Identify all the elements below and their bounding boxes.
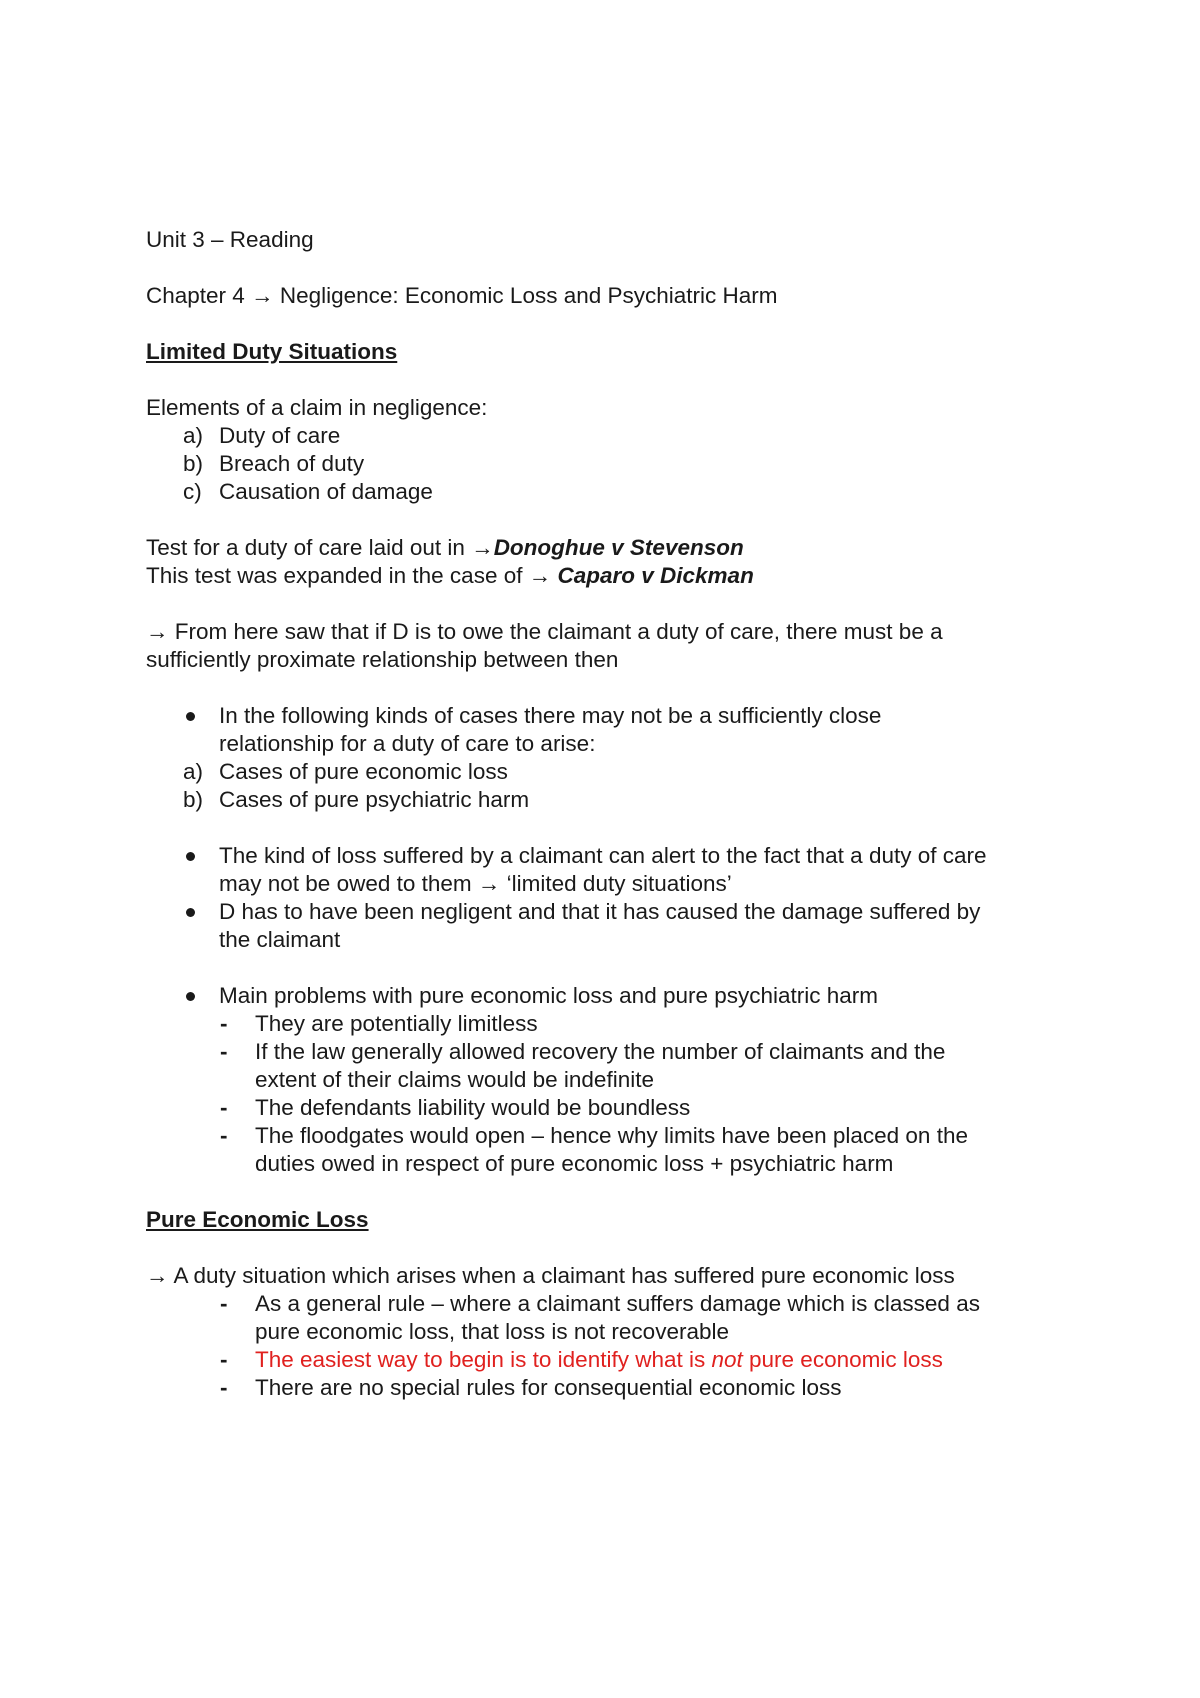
- dash-icon: -: [220, 1011, 228, 1036]
- dash-text: [255, 1346, 1066, 1374]
- unit-title: Unit 3 – Reading: [146, 227, 314, 252]
- spacer: [146, 1178, 1066, 1206]
- list-item: [146, 758, 1066, 786]
- list-item-text: Causation of damage: [219, 479, 433, 504]
- list-marker: a): [183, 423, 204, 448]
- bullet-text: The kind of loss suffered by a claimant can alert to the fact that a duty of care: [219, 843, 987, 868]
- dash-item: [146, 1122, 1066, 1178]
- list-item: [146, 478, 1066, 506]
- dash-text: As a general rule – where a claimant suffers damage which is classed as: [255, 1291, 980, 1316]
- spacer: [146, 954, 1066, 982]
- list-item-text: Cases of pure psychiatric harm: [219, 787, 530, 812]
- test-line-text: Test for a duty of care laid out in: [146, 535, 472, 560]
- problems-list: [146, 1010, 1066, 1178]
- expanded-line: [146, 562, 1066, 590]
- list-item: [146, 422, 1066, 450]
- chapter-prefix: Chapter 4: [146, 283, 252, 308]
- pel-intro-text: A duty situation which arises when a claimant has suffered pure economic loss: [168, 1263, 955, 1288]
- dash-text: If the law generally allowed recovery the number of claimants and the: [255, 1039, 946, 1064]
- arrow-icon: →: [146, 619, 169, 644]
- list-marker: b): [183, 787, 204, 812]
- list-item-text: Cases of pure economic loss: [219, 759, 508, 784]
- spacer: [146, 506, 1066, 534]
- dash-icon: -: [220, 1039, 228, 1064]
- dash-text: The floodgates would open – hence why limits have been placed on the: [255, 1123, 968, 1148]
- bullet-list-2: [146, 842, 1066, 954]
- bullet-icon: [186, 852, 195, 861]
- test-line: [146, 534, 1066, 562]
- cases-list: [146, 758, 1066, 814]
- dash-icon: -: [220, 1347, 228, 1372]
- bullet-text: D has to have been negligent and that it has caused the damage suffered by: [219, 899, 981, 924]
- bullet-item: [146, 842, 1066, 898]
- arrow-icon: →: [477, 871, 501, 896]
- bullet-text-line: [219, 870, 1066, 898]
- elements-list: [146, 422, 1066, 506]
- emphasis-text: not: [711, 1347, 743, 1372]
- pel-list: [146, 1290, 1066, 1402]
- list-item: [146, 450, 1066, 478]
- bullet-icon: [186, 908, 195, 917]
- document-page: [146, 226, 1066, 1402]
- bullet-text: ‘limited duty situations’: [500, 871, 732, 896]
- bullet-list-3: [146, 982, 1066, 1010]
- dash-text: They are potentially limitless: [255, 1011, 538, 1036]
- list-item-text: Duty of care: [219, 423, 341, 448]
- spacer: [146, 814, 1066, 842]
- bullet-text: may not be owed to them: [219, 871, 478, 896]
- dash-icon: -: [220, 1095, 228, 1120]
- dash-icon: -: [220, 1291, 228, 1316]
- highlight-text: pure economic loss: [742, 1347, 943, 1372]
- dash-item: [146, 1290, 1066, 1346]
- bullet-item: [146, 702, 1066, 758]
- expanded-line-text: This test was expanded in the case of: [146, 563, 529, 588]
- dash-icon: -: [220, 1123, 228, 1148]
- arrow-icon: →: [471, 535, 494, 560]
- elements-intro: Elements of a claim in negligence:: [146, 395, 488, 420]
- dash-item: [146, 1374, 1066, 1402]
- dash-text: There are no special rules for consequential economic loss: [255, 1375, 842, 1400]
- dash-item: [146, 1038, 1066, 1094]
- arrow-icon: →: [251, 283, 274, 308]
- pel-intro: [146, 1262, 1066, 1290]
- bullet-text: Main problems with pure economic loss and pure psychiatric harm: [219, 983, 879, 1008]
- proximity-text: From here saw that if D is to owe the claimant a duty of care, there must be a: [168, 619, 943, 644]
- dash-text: duties owed in respect of pure economic loss + psychiatric harm: [255, 1151, 894, 1176]
- dash-icon: -: [220, 1375, 228, 1400]
- dash-text: The defendants liability would be boundless: [255, 1095, 691, 1120]
- bullet-text: In the following kinds of cases there may not be a sufficiently close: [219, 703, 882, 728]
- highlight-text: The easiest way to begin is to identify what is: [255, 1347, 712, 1372]
- chapter-line: [146, 282, 1066, 310]
- arrow-icon: →: [146, 1263, 169, 1288]
- list-marker: a): [183, 759, 204, 784]
- bullet-icon: [186, 712, 195, 721]
- proximity-line-2: sufficiently proximate relationship between then: [146, 647, 619, 672]
- dash-item: [146, 1094, 1066, 1122]
- dash-item-highlight: [146, 1346, 1066, 1374]
- bullet-list-1: [146, 702, 1066, 758]
- bullet-icon: [186, 992, 195, 1001]
- arrow-icon: →: [528, 563, 552, 588]
- dash-text: extent of their claims would be indefinite: [255, 1067, 654, 1092]
- case-name-donoghue: Donoghue v Stevenson: [493, 535, 744, 560]
- list-marker: b): [183, 451, 204, 476]
- list-item: [146, 786, 1066, 814]
- section-heading-limited-duty: Limited Duty Situations: [146, 339, 398, 364]
- dash-text: pure economic loss, that loss is not recoverable: [255, 1319, 729, 1344]
- bullet-item: [146, 898, 1066, 954]
- list-marker: c): [183, 479, 202, 504]
- bullet-text: relationship for a duty of care to arise:: [219, 731, 596, 756]
- case-name-caparo: Caparo v Dickman: [551, 563, 754, 588]
- section-heading-pure-economic-loss: Pure Economic Loss: [146, 1207, 369, 1232]
- list-item-text: Breach of duty: [219, 451, 365, 476]
- proximity-line: [146, 618, 1066, 646]
- bullet-text: the claimant: [219, 927, 341, 952]
- bullet-item: [146, 982, 1066, 1010]
- chapter-title: Negligence: Economic Loss and Psychiatric Harm: [273, 283, 778, 308]
- dash-item: [146, 1010, 1066, 1038]
